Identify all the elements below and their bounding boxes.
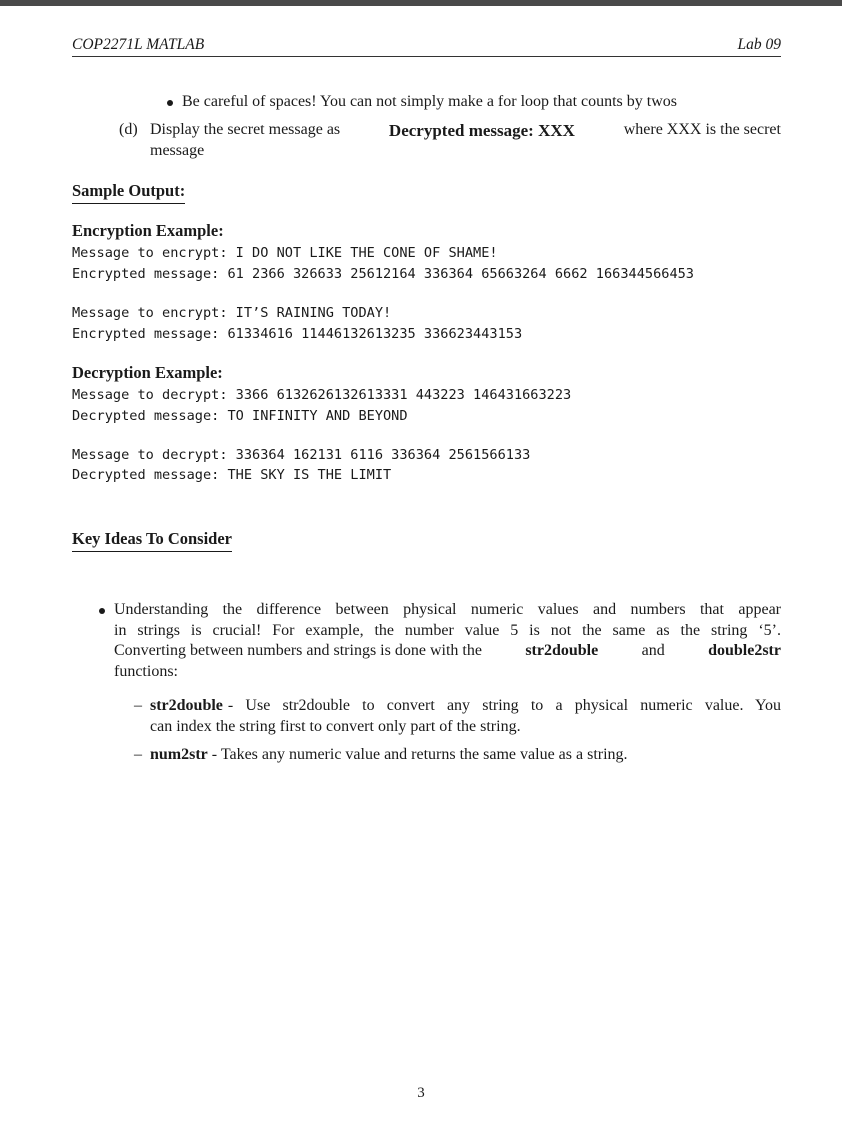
spaces-warning-text: Be careful of spaces! You can not simply make a for loop that counts by twos	[182, 93, 678, 110]
decryption-line: Decrypted message: THE SKY IS THE LIMIT	[72, 467, 392, 483]
key-idea-line4: functions:	[114, 663, 178, 680]
item-d-post: where XXX is the secret	[623, 121, 781, 138]
decryption-line: Decrypted message: TO INFINITY AND BEYOND	[72, 408, 408, 424]
key-idea-line3-and: and	[641, 642, 665, 659]
bullet-icon	[99, 608, 105, 614]
page-header	[72, 36, 781, 57]
key-ideas-title: Key Ideas To Consider	[72, 529, 232, 552]
encryption-heading: Encryption Example:	[72, 221, 224, 240]
encryption-line: Message to encrypt: IT’S RAINING TODAY!	[72, 305, 392, 321]
str2double-item-term: str2double	[150, 697, 223, 714]
decryption-heading: Decryption Example:	[72, 363, 223, 382]
bullet-icon	[167, 100, 173, 106]
encryption-line: Encrypted message: 61334616 11446132613235 336623443153	[72, 326, 523, 342]
str2double-item-line1	[150, 697, 781, 715]
page-number: 3	[417, 1085, 425, 1101]
num2str-item-term: num2str	[150, 746, 208, 763]
str2double-term: str2double	[525, 642, 599, 659]
item-d-line2: message	[150, 142, 205, 159]
encryption-line: Encrypted message: 61 2366 326633 25612164 336364 65663264 6662 166344566453	[72, 266, 694, 282]
item-d-marker: (d)	[119, 121, 138, 138]
item-d-pre: Display the secret message as	[150, 121, 341, 138]
str2double-item-desc2: can index the string first to convert only part of the string.	[150, 718, 521, 735]
dash-marker: –	[134, 746, 142, 763]
header-course-title: COP2271L MATLAB	[72, 36, 205, 53]
item-d-line1	[150, 121, 781, 141]
dash-marker: –	[134, 697, 142, 714]
key-idea-line2: in strings is crucial! For example, the number value 5 is not the same as the string ‘5’.	[114, 622, 781, 639]
decryption-line: Message to decrypt: 3366 6132626132613331 443223 146431663223	[72, 387, 572, 403]
num2str-item-desc: - Takes any numeric value and returns the same value as a string.	[211, 746, 628, 763]
decryption-line: Message to decrypt: 336364 162131 6116 336364 2561566133	[72, 447, 531, 463]
item-d-bold: Decrypted message: XXX	[388, 121, 575, 140]
sample-output-title: Sample Output:	[72, 181, 185, 204]
num2str-item	[150, 746, 628, 764]
double2str-term: double2str	[708, 642, 781, 659]
encryption-line: Message to encrypt: I DO NOT LIKE THE CONE OF SHAME!	[72, 245, 498, 261]
str2double-item-desc1: - Use str2double to convert any string to a physical numeric value. You	[227, 697, 781, 714]
key-idea-line1: Understanding the difference between physical numeric values and numbers that appear	[114, 601, 781, 618]
key-idea-line3	[114, 642, 781, 660]
window-top-bar	[0, 0, 842, 6]
key-idea-line3-pre: Converting between numbers and strings is done with the	[114, 642, 482, 659]
header-lab-number: Lab 09	[737, 36, 781, 53]
